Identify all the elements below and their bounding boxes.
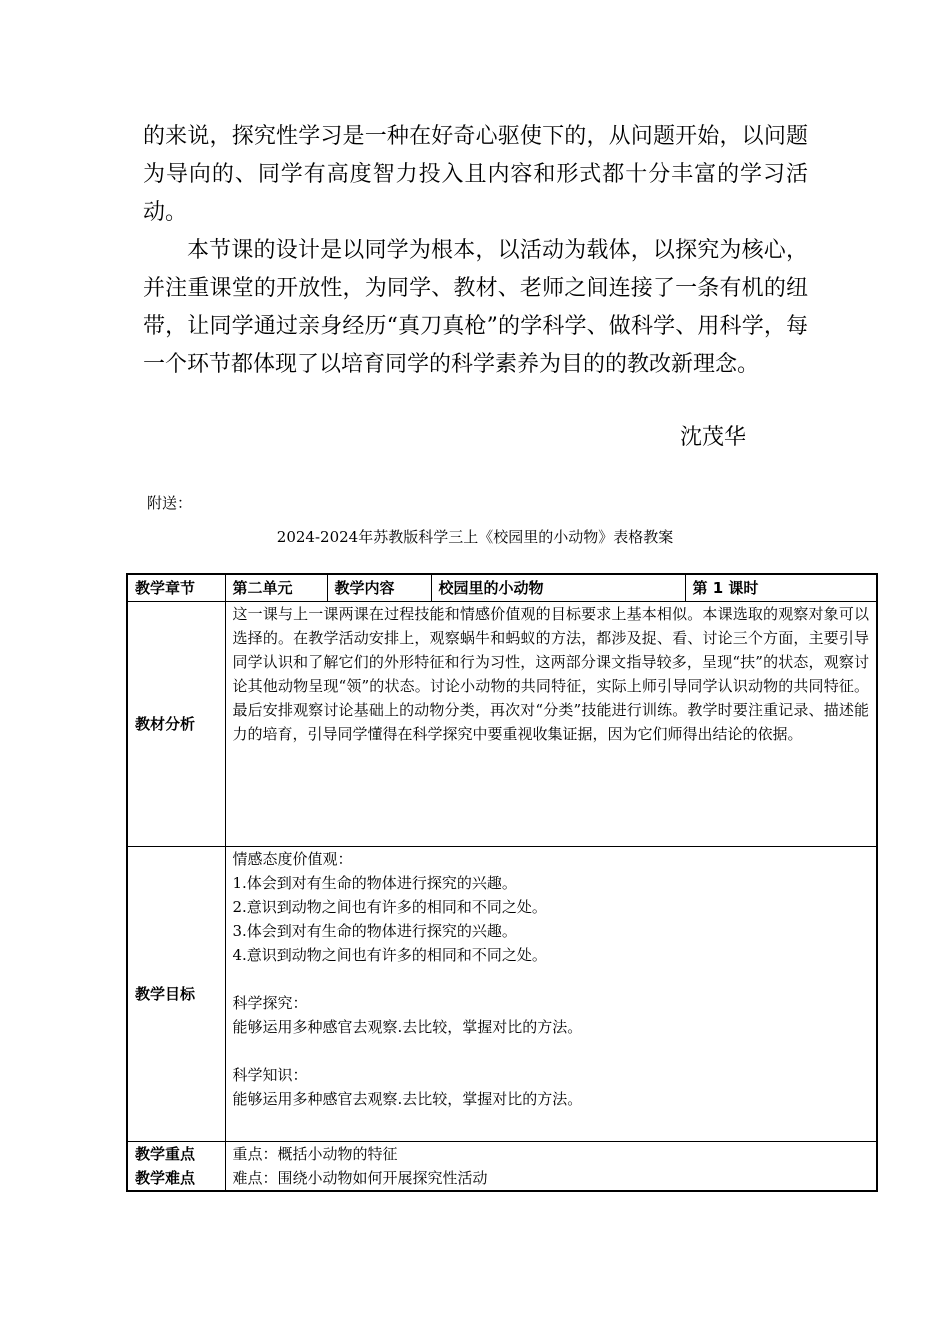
- chapter-value: 第二单元: [225, 574, 327, 602]
- table-header-row: [127, 574, 877, 602]
- objective-line: 4.意识到动物之间也有许多的相同和不同之处。: [232, 946, 547, 964]
- objectives-content: [225, 847, 877, 1142]
- keypoints-content: [225, 1142, 877, 1192]
- objective-line: 科学探究：: [232, 994, 308, 1012]
- analysis-row: [127, 602, 877, 847]
- objective-line: [233, 967, 870, 991]
- objective-line: 科学知识：: [232, 1066, 308, 1084]
- key-label: 教学重点: [135, 1145, 196, 1163]
- analysis-text: 这一课与上一课两课在过程技能和情感价值观的目标要求上基本相似。本课选取的观察对象可以选择的。在教学活动安排上，观察蜗牛和蚂蚁的方法，都涉及捉、看、讨论三个方面，主要引导同学认识和了解它们的外形特征和行为习性，这两部分课文指导较多，呈现“扶”的状态，观察讨论其他动物呈现“领”的状态。讨论小动物的共同特征，实际上师引导同学认识动物的共同特征。最后安排观察讨论基础上的动物分类，再次对“分类”技能进行训练。教学时要注重记录、描述能力的培育，引导同学懂得在科学探究中要重视收集证据，因为它们师得出结论的依据。: [225, 602, 877, 847]
- essay-paragraph-1: 的来说，探究性学习是一种在好奇心驱使下的，从问题开始，以问题为导向的、同学有高度智力投入且内容和形式都十分丰富的学习活动。: [143, 124, 808, 225]
- content-value: 校园里的小动物: [431, 574, 685, 602]
- essay-text: [143, 118, 808, 384]
- chapter-label: 教学章节: [127, 574, 225, 602]
- objective-line: 情感态度价值观：: [232, 850, 353, 868]
- keypoints-labels: [127, 1142, 225, 1192]
- objective-line: 能够运用多种感官去观察.去比较，掌握对比的方法。: [232, 1018, 583, 1036]
- objective-line: [233, 1039, 870, 1063]
- objective-line: 1.体会到对有生命的物体进行探究的兴趣。: [232, 874, 517, 892]
- author-signature: 沈茂华: [680, 425, 747, 450]
- essay-paragraph-2: 本节课的设计是以同学为根本，以活动为载体，以探究为核心，并注重课堂的开放性，为同学、教材、老师之间连接了一条有机的纽带，让同学通过亲身经历“真刀真枪”的学科学、做科学、用科学，每一个环节都体现了以培育同学的科学素养为目的的教改新理念。: [143, 238, 808, 377]
- objective-line: 3.体会到对有生命的物体进行探究的兴趣。: [232, 922, 517, 940]
- difficult-label: 教学难点: [135, 1169, 196, 1187]
- lesson-plan-table: [126, 573, 878, 1192]
- period-value: 第 1 课时: [685, 574, 877, 602]
- analysis-label: 教材分析: [127, 602, 225, 847]
- lesson-plan-title: 2024-2024年苏教版科学三上《校园里的小动物》表格教案: [276, 528, 674, 546]
- key-point-text: 重点：概括小动物的特征: [232, 1145, 398, 1163]
- difficult-point-text: 难点：围绕小动物如何开展探究性活动: [232, 1169, 488, 1187]
- objective-line: 2.意识到动物之间也有许多的相同和不同之处。: [232, 898, 547, 916]
- content-label: 教学内容: [327, 574, 431, 602]
- objective-line: 能够运用多种感官去观察.去比较，掌握对比的方法。: [232, 1090, 583, 1108]
- appendix-label: 附送：: [147, 494, 193, 512]
- objectives-label: 教学目标: [127, 847, 225, 1142]
- objectives-row: [127, 847, 877, 1142]
- keypoints-row: [127, 1142, 877, 1192]
